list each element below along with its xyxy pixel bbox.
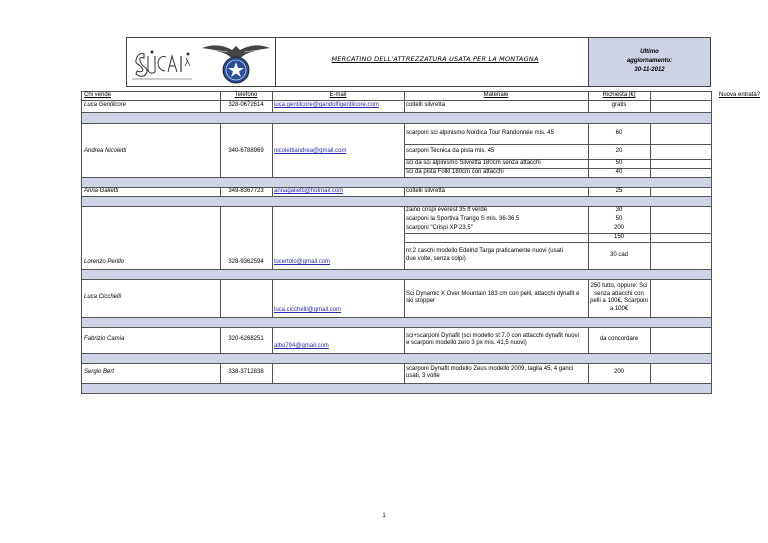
col-seller: Chi vende <box>84 91 112 98</box>
col-price: Richiesta [€] <box>602 91 636 98</box>
seller-name: Sergio Bert <box>84 369 115 376</box>
update-date: 30-11-2012 <box>634 67 665 73</box>
seller-phone: 338-3712838 <box>228 369 264 376</box>
price-value: 25 <box>615 187 623 194</box>
material-item: coltelli silvretta <box>406 102 446 109</box>
col-material: Materiale <box>483 91 509 98</box>
material-item: nr.2 caschi modello Edelrid Targa praticamente nuovi (usati due volte, senza colpi) <box>406 248 563 262</box>
seller-email-link[interactable]: luca.gentilcore@gandolfigentilcore.com <box>274 102 379 109</box>
price-value: 30 cad <box>609 251 628 258</box>
cai-eagle-logo <box>200 40 272 84</box>
material-item: scarponi sci alpinismo Nordica Tour Randonnée mis. 45 <box>406 129 554 136</box>
seller-email-link[interactable]: albo794@gmail.com <box>274 342 329 349</box>
price-value: da concordare <box>599 336 639 343</box>
price-value: 200 <box>613 369 624 376</box>
price-value: 60 <box>615 129 623 136</box>
seller-email-link[interactable]: annagalietti@hotmail.com <box>274 187 344 194</box>
material-item: sci+scarponi Dynafit (sci modello st 7.0 con attacchi dynafit nuovi e scarponi modello zero 3 px mis. 41,5 nuovi) <box>406 332 579 346</box>
seller-phone: 320-6268251 <box>228 336 264 343</box>
page-number: 1 <box>382 513 386 519</box>
seller-email-link[interactable]: locertolo@gmail.com <box>274 258 331 265</box>
update-label-text: Ultimo aggiornamento: <box>626 49 673 64</box>
col-email: E-mail <box>329 91 347 98</box>
material-item: scarponi "Crispi XP 23,5" <box>406 224 473 231</box>
price-value: 30 <box>615 206 623 213</box>
price-value: 250 tutto, oppure: Sci senza attacchi con pelli a 100€, Scarponi a 100€ <box>590 283 648 312</box>
price-value: gratis <box>611 102 627 109</box>
material-item: sci da sci alpinismo Silvretta 180cm senza attacchi <box>406 159 541 166</box>
material-item: scarponi Tecnica da pista mis. 45 <box>406 147 495 154</box>
seller-phone: 349-8367723 <box>228 187 264 194</box>
material-item: sci da pista Folkl 180cm con attacchi <box>406 168 504 175</box>
material-item: coltelli silvretta <box>406 187 446 194</box>
seller-phone: 328-9362594 <box>228 258 264 265</box>
price-value: 50 <box>615 215 623 222</box>
price-value: 40 <box>615 168 623 175</box>
col-new: Nuova entrata? <box>718 91 761 98</box>
page-title: MERCATINO DELL'ATTREZZATURA USATA PER LA MONTAGNA <box>331 55 539 63</box>
material-item: Sci Dynamic X Over Mountain 183 cm con pelli, attacchi dynafit e ski stopper <box>406 290 580 304</box>
seller-name: Lorenzo Perillo <box>84 258 125 265</box>
material-item: zaino crispi everest 35 lt verde <box>406 206 488 213</box>
seller-name: Luca Cicchelli <box>84 294 122 301</box>
price-value: 20 <box>615 147 623 154</box>
update-label <box>590 48 709 75</box>
seller-name: Anna Galietti <box>84 187 119 194</box>
price-value: 50 <box>615 159 623 166</box>
price-value: 200 <box>613 224 624 231</box>
seller-phone: 328-0672614 <box>228 102 264 109</box>
seller-name: Luca Gentilcore <box>84 102 127 109</box>
price-value: 150 <box>613 233 624 240</box>
col-phone: Telefono <box>234 91 258 98</box>
material-item: scarponi Dynafit modello Zeus modello 2009, taglia 45, 4 ganci usati, 3 volte <box>406 365 574 379</box>
material-item: scarponi la Sportiva Trango S mis. 36-36,5 <box>406 215 520 222</box>
seller-name: Fabrizio Camia <box>84 336 125 343</box>
sucai-logo <box>130 46 195 82</box>
seller-email-link[interactable]: luca.cicchelli@gmail.com <box>274 306 342 313</box>
seller-phone: 340-6788969 <box>228 147 264 154</box>
seller-name: Andrea Nicoletti <box>84 147 127 154</box>
seller-email-link[interactable]: nicolettiandrea@gmail.com <box>274 147 347 154</box>
